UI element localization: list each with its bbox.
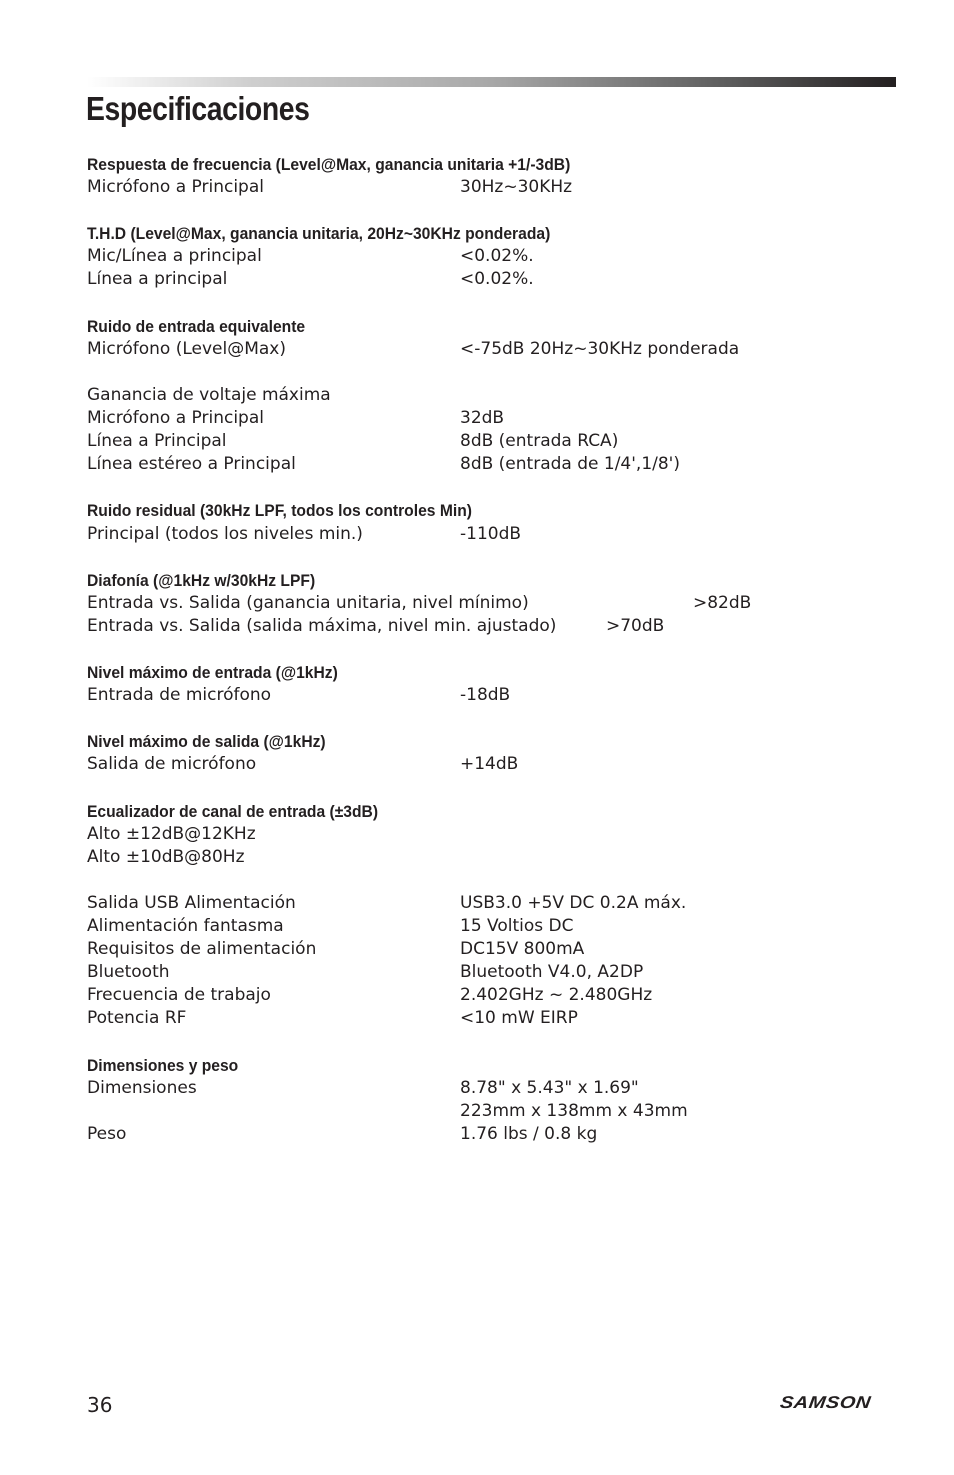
spec-value: 8dB (entrada RCA) bbox=[460, 431, 619, 452]
spec-section bbox=[87, 730, 887, 776]
spec-value: 8dB (entrada de 1/4',1/8') bbox=[460, 454, 680, 475]
spec-row bbox=[87, 430, 887, 453]
spec-label: Dimensiones bbox=[87, 1077, 197, 1098]
section-heading: Respuesta de frecuencia (Level@Max, ganancia unitaria +1/-3dB) bbox=[87, 155, 571, 174]
spec-row bbox=[87, 523, 887, 546]
spec-label: Salida de micrófono bbox=[87, 754, 257, 775]
spec-label: Alimentación fantasma bbox=[87, 916, 284, 937]
spec-row bbox=[87, 1007, 887, 1030]
spec-section bbox=[87, 661, 887, 707]
spec-value: 32dB bbox=[460, 408, 505, 429]
section-heading: Dimensiones y peso bbox=[87, 1055, 239, 1075]
brand-logo: SAMSON bbox=[778, 1393, 873, 1413]
spec-label: Micrófono a Principal bbox=[87, 177, 264, 198]
spec-section bbox=[87, 499, 887, 545]
spec-label: Línea estéreo a Principal bbox=[87, 454, 296, 475]
spec-label: Micrófono (Level@Max) bbox=[87, 338, 287, 359]
spec-section bbox=[87, 384, 887, 476]
spec-value: <10 mW EIRP bbox=[460, 1008, 578, 1029]
section-heading: T.H.D (Level@Max, ganancia unitaria, 20Hz~30KHz ponderada) bbox=[87, 224, 551, 244]
spec-row bbox=[87, 938, 887, 961]
spec-label: Potencia RF bbox=[87, 1008, 187, 1029]
spec-value: <0.02%. bbox=[460, 246, 534, 267]
spec-label: Principal (todos los niveles min.) bbox=[87, 523, 363, 544]
spec-value: >70dB bbox=[606, 615, 665, 636]
section-heading: Nivel máximo de entrada (@1kHz) bbox=[87, 663, 338, 683]
section-heading: Diafonía (@1kHz w/30kHz LPF) bbox=[87, 570, 316, 590]
spec-label: Línea a principal bbox=[87, 269, 228, 290]
spec-row bbox=[87, 615, 887, 638]
spec-section bbox=[87, 892, 887, 1031]
spec-row bbox=[87, 961, 887, 984]
spec-section bbox=[87, 800, 887, 869]
specifications-list bbox=[87, 153, 887, 1169]
spec-row bbox=[87, 823, 887, 846]
spec-row bbox=[87, 915, 887, 938]
spec-label: Peso bbox=[87, 1123, 127, 1144]
spec-section bbox=[87, 1054, 887, 1146]
spec-label: Línea a Principal bbox=[87, 431, 227, 452]
spec-row bbox=[87, 984, 887, 1007]
spec-row bbox=[87, 384, 887, 407]
page-title: Especificaciones bbox=[86, 90, 310, 127]
spec-row bbox=[87, 892, 887, 915]
spec-value: USB3.0 +5V DC 0.2A máx. bbox=[460, 893, 687, 913]
spec-label: Frecuencia de trabajo bbox=[87, 985, 271, 1006]
spec-row bbox=[87, 407, 887, 430]
page-number: 36 bbox=[87, 1393, 113, 1417]
spec-label: Entrada vs. Salida (ganancia unitaria, nivel mínimo) bbox=[87, 592, 529, 613]
spec-value: <0.02%. bbox=[460, 269, 534, 290]
spec-row bbox=[87, 176, 887, 199]
spec-section bbox=[87, 315, 887, 361]
spec-value: 30Hz~30KHz bbox=[460, 177, 573, 198]
spec-label: Entrada vs. Salida (salida máxima, nivel min. ajustado) bbox=[87, 615, 557, 636]
spec-section bbox=[87, 153, 887, 199]
section-heading: Nivel máximo de salida (@1kHz) bbox=[87, 732, 326, 752]
spec-label: Requisitos de alimentación bbox=[87, 939, 317, 960]
spec-label: Alto ±10dB@80Hz bbox=[87, 846, 245, 867]
spec-value: 15 Voltios DC bbox=[460, 916, 574, 937]
spec-value: 223mm x 138mm x 43mm bbox=[460, 1100, 688, 1121]
spec-row bbox=[87, 1100, 887, 1123]
header-gradient-bar bbox=[87, 77, 896, 87]
spec-row bbox=[87, 245, 887, 268]
spec-value: -110dB bbox=[460, 523, 522, 544]
spec-label: Micrófono a Principal bbox=[87, 408, 264, 429]
spec-value: 8.78" x 5.43" x 1.69" bbox=[460, 1077, 639, 1098]
spec-label: Ganancia de voltaje máxima bbox=[87, 384, 331, 405]
spec-row bbox=[87, 753, 887, 776]
spec-row bbox=[87, 268, 887, 291]
spec-label: Salida USB Alimentación bbox=[87, 893, 296, 913]
section-heading: Ruido de entrada equivalente bbox=[87, 316, 306, 336]
section-heading: Ecualizador de canal de entrada (±3dB) bbox=[87, 801, 379, 821]
spec-section bbox=[87, 569, 887, 638]
spec-label: Mic/Línea a principal bbox=[87, 246, 262, 267]
spec-value: <-75dB 20Hz~30KHz ponderada bbox=[460, 338, 740, 359]
spec-row bbox=[87, 1077, 887, 1100]
spec-row bbox=[87, 1123, 887, 1146]
spec-row bbox=[87, 453, 887, 476]
section-heading: Ruido residual (30kHz LPF, todos los controles Min) bbox=[87, 501, 472, 521]
spec-value: 1.76 lbs / 0.8 kg bbox=[460, 1123, 598, 1144]
spec-value: Bluetooth V4.0, A2DP bbox=[460, 962, 644, 983]
spec-section bbox=[87, 222, 887, 291]
spec-label: Alto ±12dB@12KHz bbox=[87, 823, 256, 844]
spec-row bbox=[87, 592, 887, 615]
spec-value: >82dB bbox=[693, 592, 752, 613]
spec-value: DC15V 800mA bbox=[460, 939, 585, 960]
spec-value: +14dB bbox=[460, 754, 519, 775]
spec-label: Bluetooth bbox=[87, 962, 170, 983]
spec-row bbox=[87, 684, 887, 707]
spec-label: Entrada de micrófono bbox=[87, 685, 272, 706]
spec-row bbox=[87, 338, 887, 361]
spec-row bbox=[87, 846, 887, 869]
spec-value: -18dB bbox=[460, 685, 511, 706]
spec-value: 2.402GHz ~ 2.480GHz bbox=[460, 985, 653, 1006]
